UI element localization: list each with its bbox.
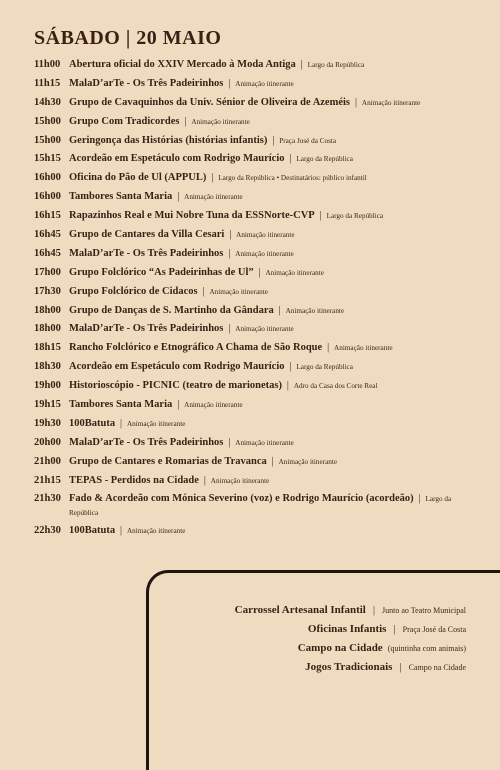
event-description bbox=[69, 417, 474, 431]
event-description bbox=[69, 115, 474, 129]
event-name: Tambores Santa Maria bbox=[69, 191, 173, 203]
schedule-row bbox=[34, 58, 474, 77]
event-location: Praça José da Costa bbox=[279, 136, 337, 145]
event-name: TEPAS - Perdidos na Cidade bbox=[69, 474, 199, 486]
event-name: Grupo de Cavaquinhos da Univ. Sénior de Oliveira de Azeméis bbox=[69, 96, 351, 108]
separator: | bbox=[271, 455, 274, 467]
separator: | bbox=[120, 417, 123, 429]
event-time: 15h00 bbox=[34, 134, 61, 146]
event-description bbox=[69, 134, 474, 148]
event-location: Largo da República bbox=[69, 495, 452, 518]
event-location: Largo da República bbox=[326, 212, 384, 221]
schedule-row bbox=[34, 455, 474, 474]
extra-name: Jogos Tradicionais bbox=[305, 661, 393, 673]
event-time: 14h30 bbox=[34, 96, 61, 108]
event-location: Animação itinerante bbox=[184, 401, 243, 410]
event-description bbox=[69, 58, 474, 72]
event-location: Animação itinerante bbox=[235, 325, 294, 334]
separator: | bbox=[229, 229, 232, 241]
event-name: MalaD’arTe - Os Três Padeirinhos bbox=[69, 247, 224, 259]
schedule-row bbox=[34, 77, 474, 96]
event-location: Animação itinerante bbox=[126, 527, 186, 536]
separator: | bbox=[228, 323, 231, 335]
event-time: 17h30 bbox=[34, 285, 61, 297]
event-time: 15h15 bbox=[34, 153, 61, 165]
event-location: Animação itinerante bbox=[235, 249, 294, 258]
separator: | bbox=[393, 624, 396, 635]
extra-name: Carrossel Artesanal Infantil bbox=[234, 604, 366, 616]
event-location: Animação itinerante bbox=[278, 457, 338, 466]
event-time: 11h15 bbox=[34, 77, 61, 89]
schedule-row bbox=[34, 322, 474, 341]
event-time: 17h00 bbox=[34, 266, 61, 278]
event-location: Animação itinerante bbox=[361, 98, 421, 107]
event-time: 16h00 bbox=[34, 191, 61, 203]
extra-activity bbox=[235, 655, 466, 674]
extra-location: Praça José da Costa bbox=[402, 625, 466, 634]
event-description bbox=[69, 304, 474, 318]
schedule-row bbox=[34, 247, 474, 266]
schedule-row bbox=[34, 474, 474, 493]
event-name: Grupo Folclórico de Cidacos bbox=[69, 285, 198, 297]
event-time: 21h15 bbox=[34, 474, 61, 486]
event-time: 21h00 bbox=[34, 455, 61, 467]
separator: | bbox=[228, 77, 231, 89]
schedule-row bbox=[34, 190, 474, 209]
event-time: 16h00 bbox=[34, 172, 61, 184]
event-time: 11h00 bbox=[34, 59, 61, 70]
separator: | bbox=[272, 134, 275, 146]
schedule-row bbox=[34, 360, 474, 379]
extra-name: Oficinas Infantis bbox=[307, 623, 387, 635]
page-title: SÁBADO | 20 MAIO bbox=[34, 27, 222, 49]
separator: | bbox=[177, 399, 180, 411]
schedule-row bbox=[34, 152, 474, 171]
event-description bbox=[69, 322, 474, 336]
schedule-row bbox=[34, 171, 474, 190]
event-location: Animação itinerante bbox=[235, 438, 294, 447]
event-description bbox=[69, 379, 474, 393]
extra-activity bbox=[235, 636, 466, 655]
event-location: Animação itinerante bbox=[126, 419, 186, 428]
event-location: Animação itinerante bbox=[334, 344, 393, 353]
separator: | bbox=[418, 493, 421, 505]
event-time: 21h30 bbox=[34, 493, 61, 505]
extra-activity bbox=[235, 617, 466, 636]
schedule-row bbox=[34, 379, 474, 398]
schedule-row bbox=[34, 398, 474, 417]
separator: | bbox=[399, 662, 402, 673]
event-name: 100Batuta bbox=[69, 417, 116, 429]
extra-name: Campo na Cidade bbox=[297, 642, 383, 654]
event-name: MalaD’arTe - Os Três Padeirinhos bbox=[69, 436, 224, 448]
event-location: Animação itinerante bbox=[191, 117, 250, 126]
separator: | bbox=[177, 191, 180, 203]
separator: | bbox=[258, 266, 261, 278]
event-description bbox=[69, 152, 474, 166]
event-description bbox=[69, 524, 474, 538]
event-name: Grupo de Cantares e Romarias de Travanca bbox=[69, 455, 267, 467]
event-location: Animação itinerante bbox=[235, 79, 294, 88]
schedule-row bbox=[34, 134, 474, 153]
event-time: 19h00 bbox=[34, 380, 61, 392]
event-location: Largo da República bbox=[296, 363, 353, 372]
event-name: Oficina do Pão de Ul (APPUL) bbox=[69, 172, 207, 184]
event-description bbox=[69, 247, 474, 261]
schedule-row bbox=[34, 285, 474, 304]
event-location: Largo da República bbox=[307, 61, 365, 69]
separator: | bbox=[120, 525, 123, 537]
separator: | bbox=[372, 605, 375, 616]
event-time: 22h30 bbox=[34, 525, 61, 537]
event-location: Adro da Casa dos Corte Real bbox=[293, 382, 378, 391]
event-time: 18h00 bbox=[34, 304, 61, 316]
event-description bbox=[69, 436, 474, 450]
separator: | bbox=[289, 361, 292, 373]
schedule-row bbox=[34, 115, 474, 134]
event-name: Fado & Acordeão com Mónica Severino (voz) e Rodrigo Maurício (acordeão) bbox=[69, 493, 414, 505]
extra-activity bbox=[235, 598, 466, 617]
event-name: Acordeão em Espetáculo com Rodrigo Maurício bbox=[69, 153, 285, 165]
separator: | bbox=[319, 210, 322, 222]
event-description bbox=[69, 266, 474, 280]
separator: | bbox=[278, 304, 281, 316]
separator: | bbox=[354, 96, 357, 108]
event-time: 16h45 bbox=[34, 247, 61, 259]
event-description bbox=[69, 341, 474, 355]
event-description bbox=[69, 209, 474, 223]
schedule-row bbox=[34, 417, 474, 436]
event-location: Animação itinerante bbox=[236, 231, 295, 240]
extra-location: Campo na Cidade bbox=[408, 663, 466, 672]
event-name: Grupo Com Tradicordes bbox=[69, 115, 180, 127]
separator: | bbox=[289, 153, 292, 165]
extras-list bbox=[235, 598, 466, 674]
event-name: MalaD’arTe - Os Três Padeirinhos bbox=[69, 323, 224, 335]
event-location: Animação itinerante bbox=[184, 193, 243, 202]
event-time: 19h15 bbox=[34, 399, 61, 411]
separator: | bbox=[203, 474, 206, 486]
event-location: Animação itinerante bbox=[209, 287, 268, 296]
schedule-row bbox=[34, 209, 474, 228]
schedule-row bbox=[34, 96, 474, 115]
separator: | bbox=[300, 59, 303, 70]
event-location: Animação itinerante bbox=[210, 476, 270, 485]
separator: | bbox=[228, 436, 231, 448]
event-name: Historioscópio - PICNIC (teatro de marionetas) bbox=[69, 380, 282, 392]
event-time: 15h00 bbox=[34, 115, 61, 127]
event-time: 20h00 bbox=[34, 436, 61, 448]
schedule-row bbox=[34, 228, 474, 247]
separator: | bbox=[286, 380, 289, 392]
event-name: Grupo de Danças de S. Martinho da Gândara bbox=[69, 304, 274, 316]
schedule-row bbox=[34, 524, 474, 543]
event-name: Tambores Santa Maria bbox=[69, 399, 173, 411]
event-name: MalaD’arTe - Os Três Padeirinhos bbox=[69, 77, 224, 89]
event-name: Rancho Folclórico e Etnográfico A Chama de São Roque bbox=[69, 342, 323, 354]
event-description bbox=[69, 285, 474, 299]
event-location: Largo da República bbox=[296, 155, 353, 164]
separator: | bbox=[327, 342, 330, 354]
event-description bbox=[69, 474, 474, 488]
event-name: Abertura oficial do XXIV Mercado à Moda Antiga bbox=[69, 59, 296, 70]
event-description bbox=[69, 455, 474, 469]
event-name: Acordeão em Espetáculo com Rodrigo Maurício bbox=[69, 361, 285, 373]
event-description bbox=[69, 77, 474, 91]
event-time: 16h15 bbox=[34, 210, 61, 222]
event-name: Grupo Folclórico “As Padeirinhas de Ul” bbox=[69, 266, 254, 278]
schedule-row bbox=[34, 304, 474, 323]
event-time: 16h45 bbox=[34, 229, 61, 241]
separator: | bbox=[202, 285, 205, 297]
event-name: Rapazinhos Real e Mui Nobre Tuna da ESSNorte-CVP bbox=[69, 210, 315, 222]
event-description bbox=[69, 171, 474, 185]
event-location: Animação itinerante bbox=[265, 268, 324, 277]
schedule-row bbox=[34, 266, 474, 285]
event-time: 18h15 bbox=[34, 342, 61, 354]
event-description bbox=[69, 360, 474, 374]
event-time: 18h30 bbox=[34, 361, 61, 373]
event-time: 19h30 bbox=[34, 417, 61, 429]
event-description bbox=[69, 398, 474, 412]
event-description bbox=[69, 190, 474, 204]
event-name: Grupo de Cantares da Villa Cesari bbox=[69, 229, 225, 241]
event-location: Animação itinerante bbox=[285, 306, 345, 315]
separator: | bbox=[211, 172, 214, 184]
event-name: Geringonça das Histórias (histórias infantis) bbox=[69, 134, 268, 146]
separator: | bbox=[184, 115, 187, 127]
event-time: 18h00 bbox=[34, 323, 61, 335]
schedule-row bbox=[34, 436, 474, 455]
schedule-row bbox=[34, 341, 474, 360]
event-description bbox=[69, 96, 474, 110]
separator: | bbox=[228, 247, 231, 259]
event-description bbox=[69, 492, 474, 520]
event-name: 100Batuta bbox=[69, 525, 116, 537]
extra-location: (quintinha com animais) bbox=[387, 644, 466, 653]
schedule-list bbox=[34, 58, 474, 543]
extra-location: Junto ao Teatro Municipal bbox=[382, 606, 466, 615]
event-location: Largo da República • Destinatários: público infantil bbox=[218, 174, 367, 183]
event-description bbox=[69, 228, 474, 242]
schedule-row bbox=[34, 492, 474, 524]
